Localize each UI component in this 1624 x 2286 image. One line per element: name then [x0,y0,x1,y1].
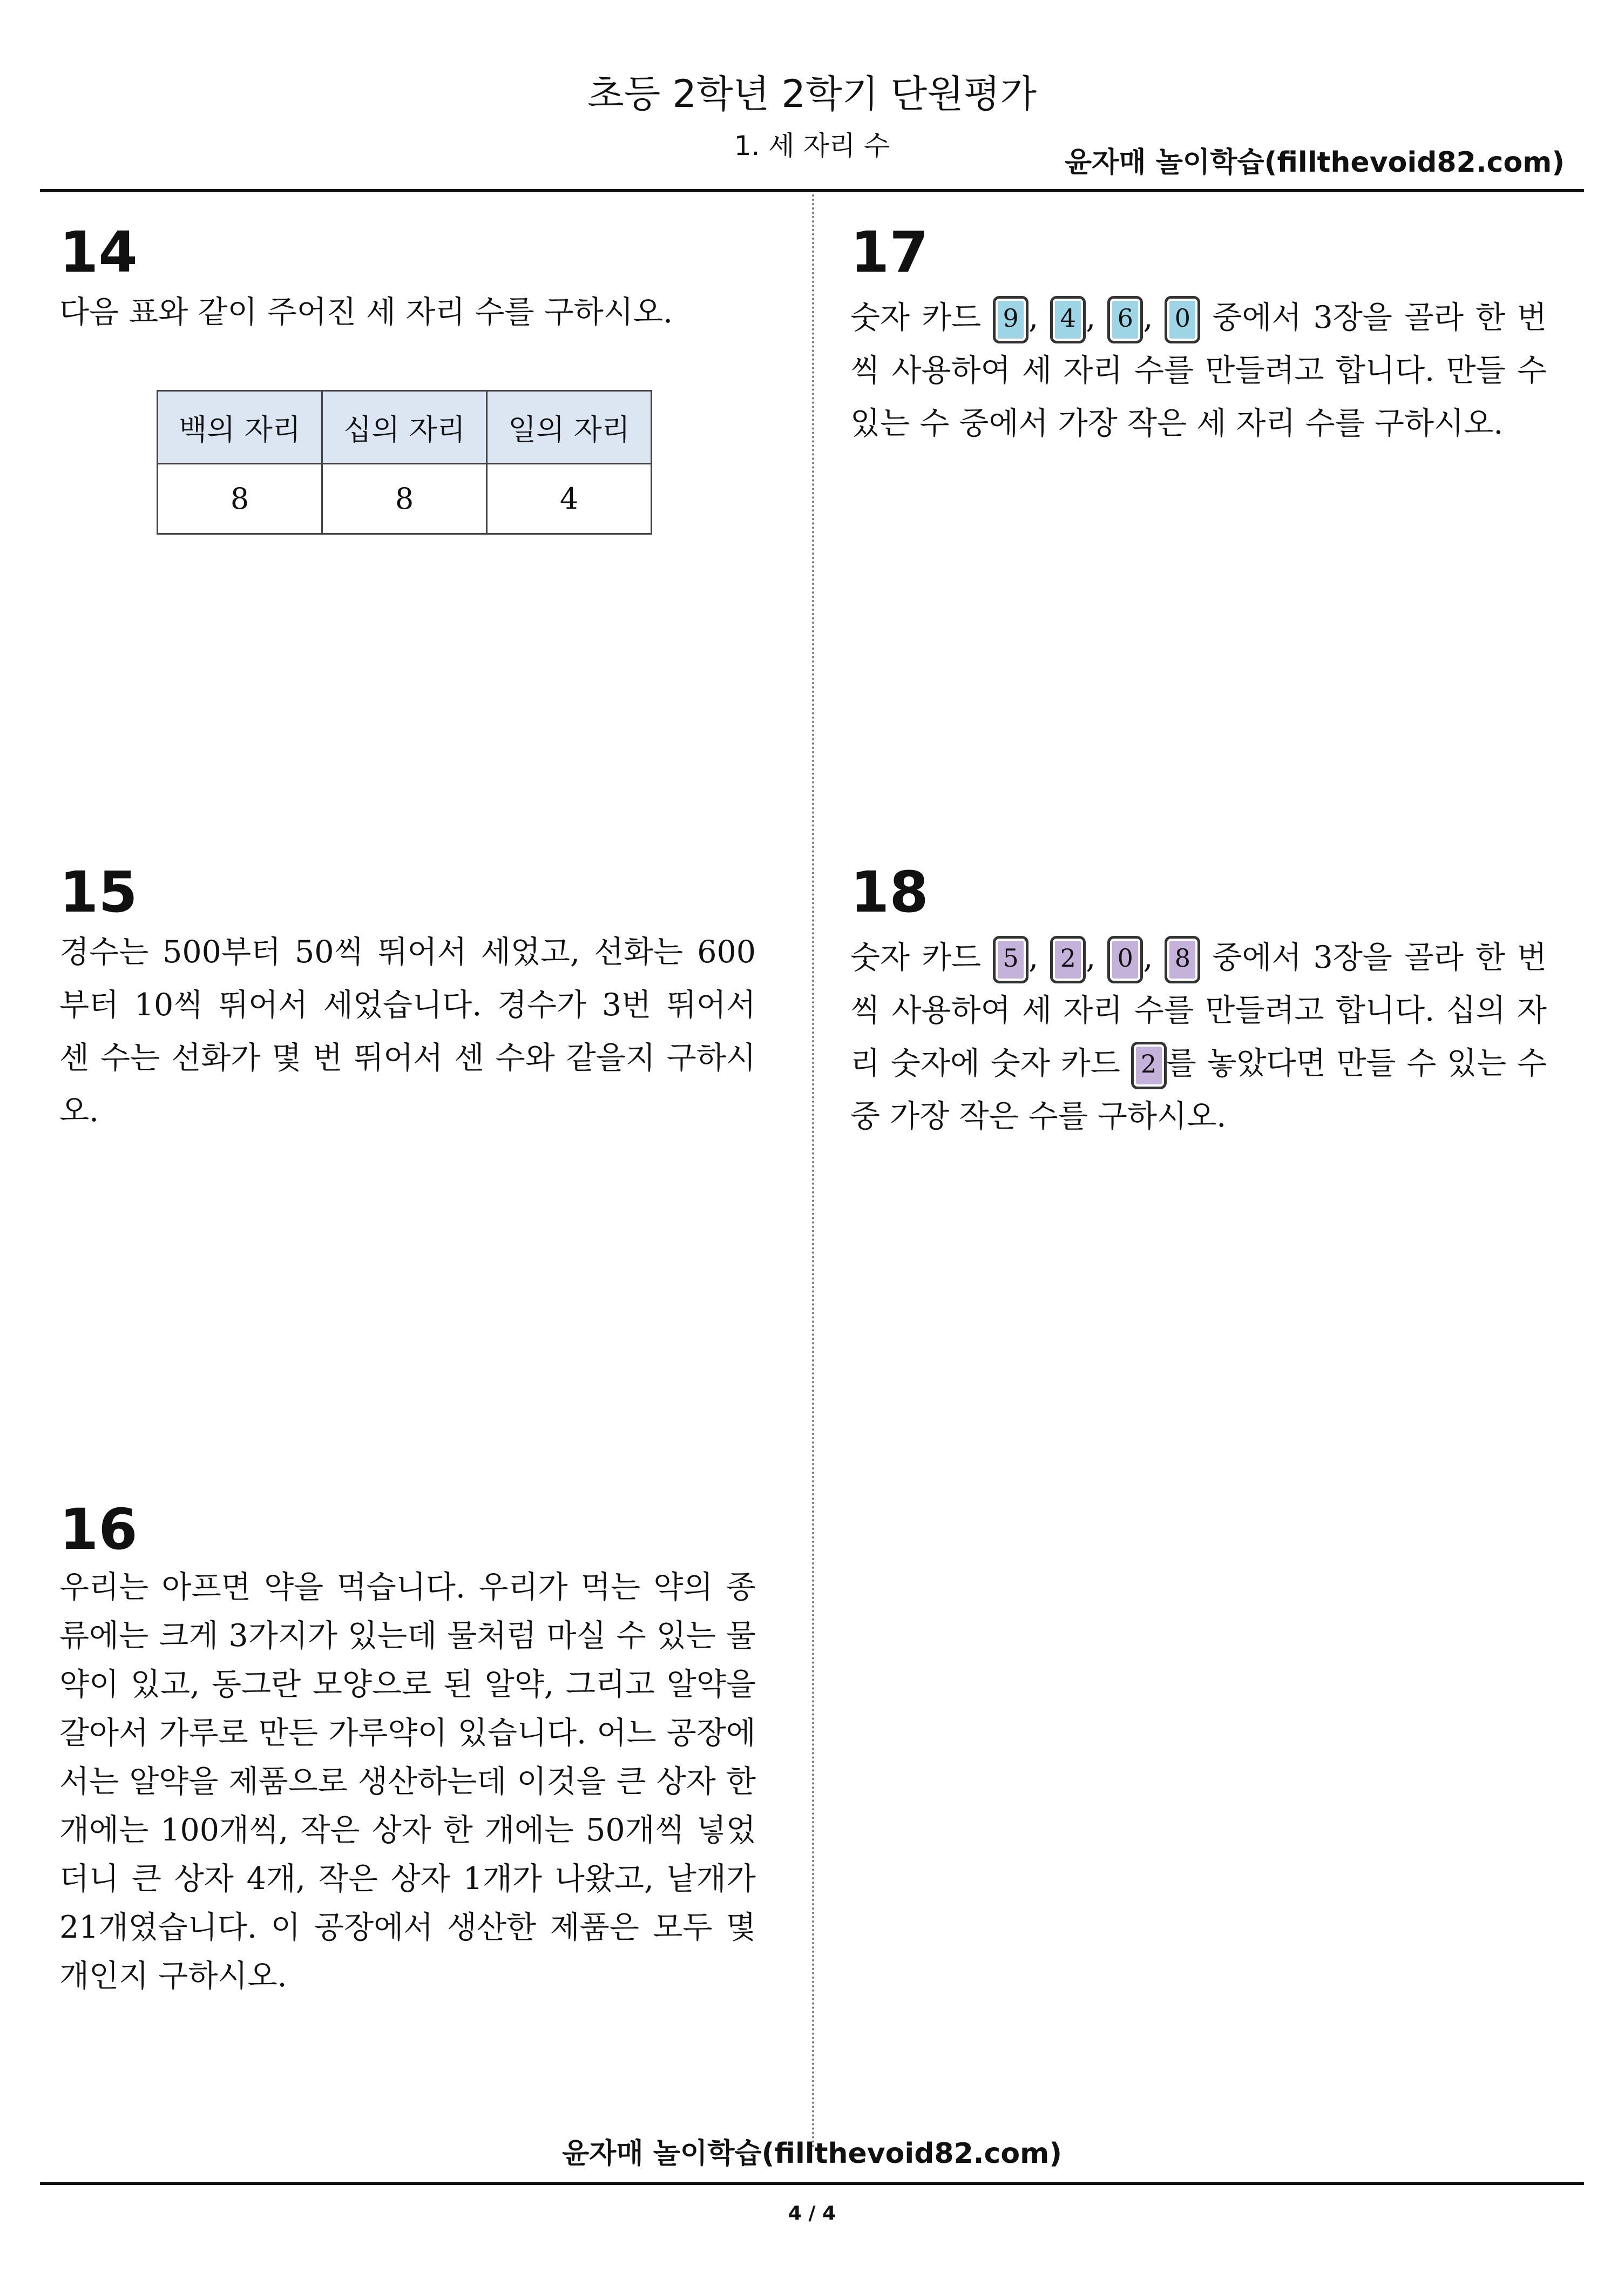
question-text: 숫자 카드 9 , 4 , 6 , 0 중에서 3장을 골라 한 번씩 사용하여 세 자리 수를 만들려고 합니다. 만들 수 있는 수 중에서 가장 작은 세 자리 수를 구하시오. [850,291,1547,450]
page-title: 초등 2학년 2학기 단원평가 [587,72,1037,116]
footer-brand: 윤자매 놀이학습(fillthevoid82.com) [561,2137,1063,2170]
number-card: 4 [1050,296,1086,343]
table-cell: 8 [158,464,322,534]
question-number: 16 [59,1496,138,1562]
table-header: 일의 자리 [487,391,652,464]
page-subtitle: 1. 세 자리 수 [734,130,890,161]
question-number: 18 [850,859,929,925]
question-14 [59,219,761,535]
number-card: 8 [1165,936,1200,983]
column-divider [812,194,814,2149]
question-text: 다음 표와 같이 주어진 세 자리 수를 구하시오. [59,294,673,330]
question-text-suffix: 중에서 3장을 골라 한 번씩 사용하여 세 자리 수를 만들려고 합니다. 만들 수 있는 수 중에서 가장 작은 세 자리 수를 구하시오. [850,300,1547,441]
number-card: 2 [1050,936,1086,983]
question-text: 숫자 카드 5 , 2 , 0 , 8 중에서 3장을 골라 한 번씩 사용하여 세 자리 수를 만들려고 합니다. 십의 자리 숫자에 숫자 카드 2 를 놓았다면 만들 수 있는 수 중 가장 작은 수를 구하시오. [850,931,1547,1143]
question-text-prefix: 숫자 카드 [850,300,993,335]
question-text-suffix: 를 놓았다면 만들 수 있는 수 중 가장 작은 수를 구하시오. [850,1046,1547,1134]
footer-rule [40,2182,1584,2185]
place-value-table [157,390,652,535]
question-text: 우리는 아프면 약을 먹습니다. 우리가 먹는 약의 종류에는 크게 3가지가 있는데 물처럼 마실 수 있는 물약이 있고, 동그란 모양으로 된 알약, 그리고 알약을 갈아서 가루로 만든 가루약이 있습니다. 어느 공장에서는 알약을 제품으로 생산하는데 이것을 큰 상자 한 개에는 100개씩, 작은 상자 한 개에는 50개씩 넣었더니 큰 상자 4개, 작은 상자 1개가 나왔고, 낱개가 21개였습니다. 이 공장에서 생산한 제품은 모두 몇 개인지 구하시오. [59,1569,756,1994]
question-17 [850,219,1547,450]
number-card: 9 [993,296,1028,343]
question-number: 17 [850,219,929,285]
number-card: 5 [993,936,1028,983]
question-18 [850,859,1547,1143]
table-cell: 4 [487,464,652,534]
table-header: 십의 자리 [322,391,487,464]
page-number: 4 / 4 [788,2202,836,2224]
number-card: 0 [1165,296,1200,343]
number-card: 2 [1131,1042,1167,1089]
question-number: 14 [59,219,138,285]
question-text-middle: 중에서 3장을 골라 한 번씩 사용하여 세 자리 수를 만들려고 합니다. 십의 자리 숫자에 숫자 카드 [850,940,1547,1081]
header-rule [40,189,1584,192]
table-cell: 8 [322,464,487,534]
question-text-prefix: 숫자 카드 [850,940,993,975]
number-card: 6 [1107,296,1143,343]
question-number: 15 [59,859,138,925]
table-header: 백의 자리 [158,391,322,464]
question-text: 경수는 500부터 50씩 뛰어서 세었고, 선화는 600부터 10씩 뛰어서 세었습니다. 경수가 3번 뛰어서 센 수는 선화가 몇 번 뛰어서 센 수와 같을지 구하시오. [59,934,756,1129]
question-16 [59,1496,756,2000]
header-brand: 윤자매 놀이학습(fillthevoid82.com) [1064,146,1565,179]
number-card: 0 [1107,936,1143,983]
question-15 [59,859,756,1137]
